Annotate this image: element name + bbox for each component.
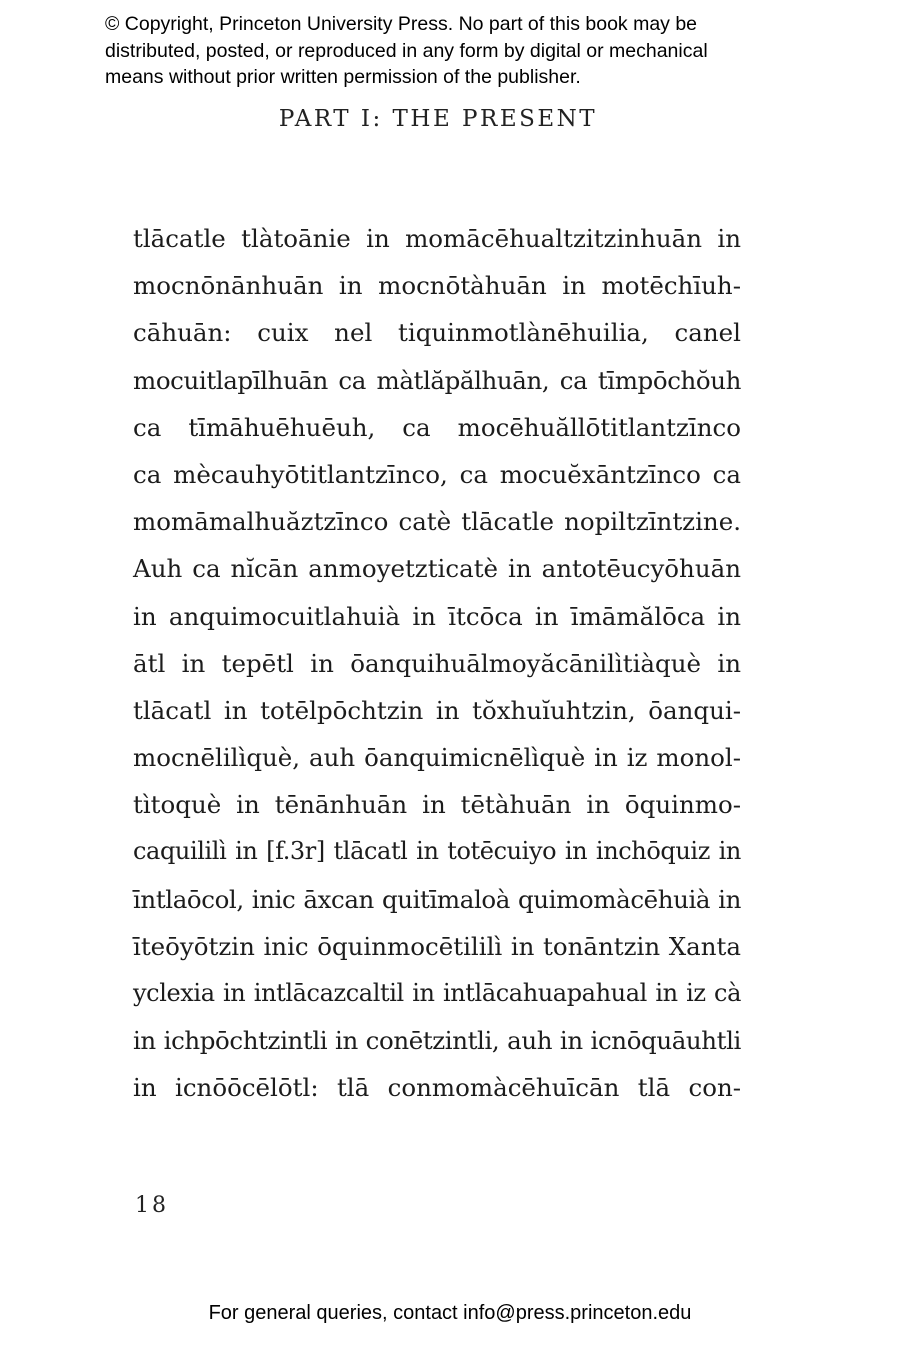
text-line: cāhuān: cuix nel tiquinmotlànēhuilia, canel [133, 318, 741, 348]
copyright-line: distributed, posted, or reproduced in any form by digital or mechanical [105, 39, 708, 62]
text-line: īteōyōtzin inic ōquinmocētililì in tonāntzin Xanta [133, 931, 741, 961]
footer-contact: For general queries, contact info@press.princeton.edu [208, 1302, 692, 1324]
text-line: tlācatle tlàtoānie in momācēhualtzitzinhuān in [133, 224, 741, 253]
copyright-notice [105, 11, 825, 91]
copyright-line: © Copyright, Princeton University Press. No part of this book may be [105, 13, 698, 35]
text-line: tìtoquè in tēnānhuān in tētàhuān in ōquinmo- [133, 790, 741, 820]
text-line: tlācatl in totēlpōchtzin in tŏxhuĭuhtzin, ōanqui- [133, 695, 741, 725]
text-line: Auh ca nĭcān anmoyetzticatè in antotēucyōhuān [133, 554, 741, 584]
text-line: īntlaōcol, inic āxcan quitīmaloà quimomàcēhuià in [133, 884, 741, 914]
page-number: 18 [135, 1193, 169, 1218]
text-line: mocuitlapīlhuān ca màtlăpălhuān, ca tīmpōchŏuh [133, 365, 741, 395]
text-line: in icnōōcēlōtl: tlā conmomàcēhuīcān tlā con- [133, 1073, 741, 1103]
body-text [133, 215, 741, 1112]
text-line: ca tīmāhuēhuēuh, ca mocēhuăllōtitlantzīnco [133, 412, 741, 442]
running-head: PART I: THE PRESENT [278, 106, 598, 132]
text-line: caquililì in [f.3r] tlācatl in totēcuiyo in inchōquiz in [133, 837, 741, 866]
text-line: momāmalhuăztzīnco catè tlācatle nopiltzīntzine. [133, 507, 741, 537]
text-line: mocnēlilìquè, auh ōanquimicnēlìquè in iz monol- [133, 743, 741, 773]
copyright-line: means without prior written permission of the publisher. [105, 66, 581, 88]
text-line: ātl in tepētl in ōanquihuālmoyăcānilìtiàquè in [133, 648, 741, 678]
text-line: mocnōnānhuān in mocnōtàhuān in motēchīuh- [133, 271, 741, 301]
text-line: ca mècauhyōtitlantzīnco, ca mocuĕxāntzīnco ca [133, 459, 741, 489]
text-line: yclexia in intlācazcaltil in intlācahuapahual in iz cà [133, 979, 741, 1007]
text-line: in ichpōchtzintli in conētzintli, auh in icnōquāuhtli [133, 1026, 741, 1056]
text-line: in anquimocuitlahuià in ītcōca in īmāmălōca in [133, 601, 741, 631]
